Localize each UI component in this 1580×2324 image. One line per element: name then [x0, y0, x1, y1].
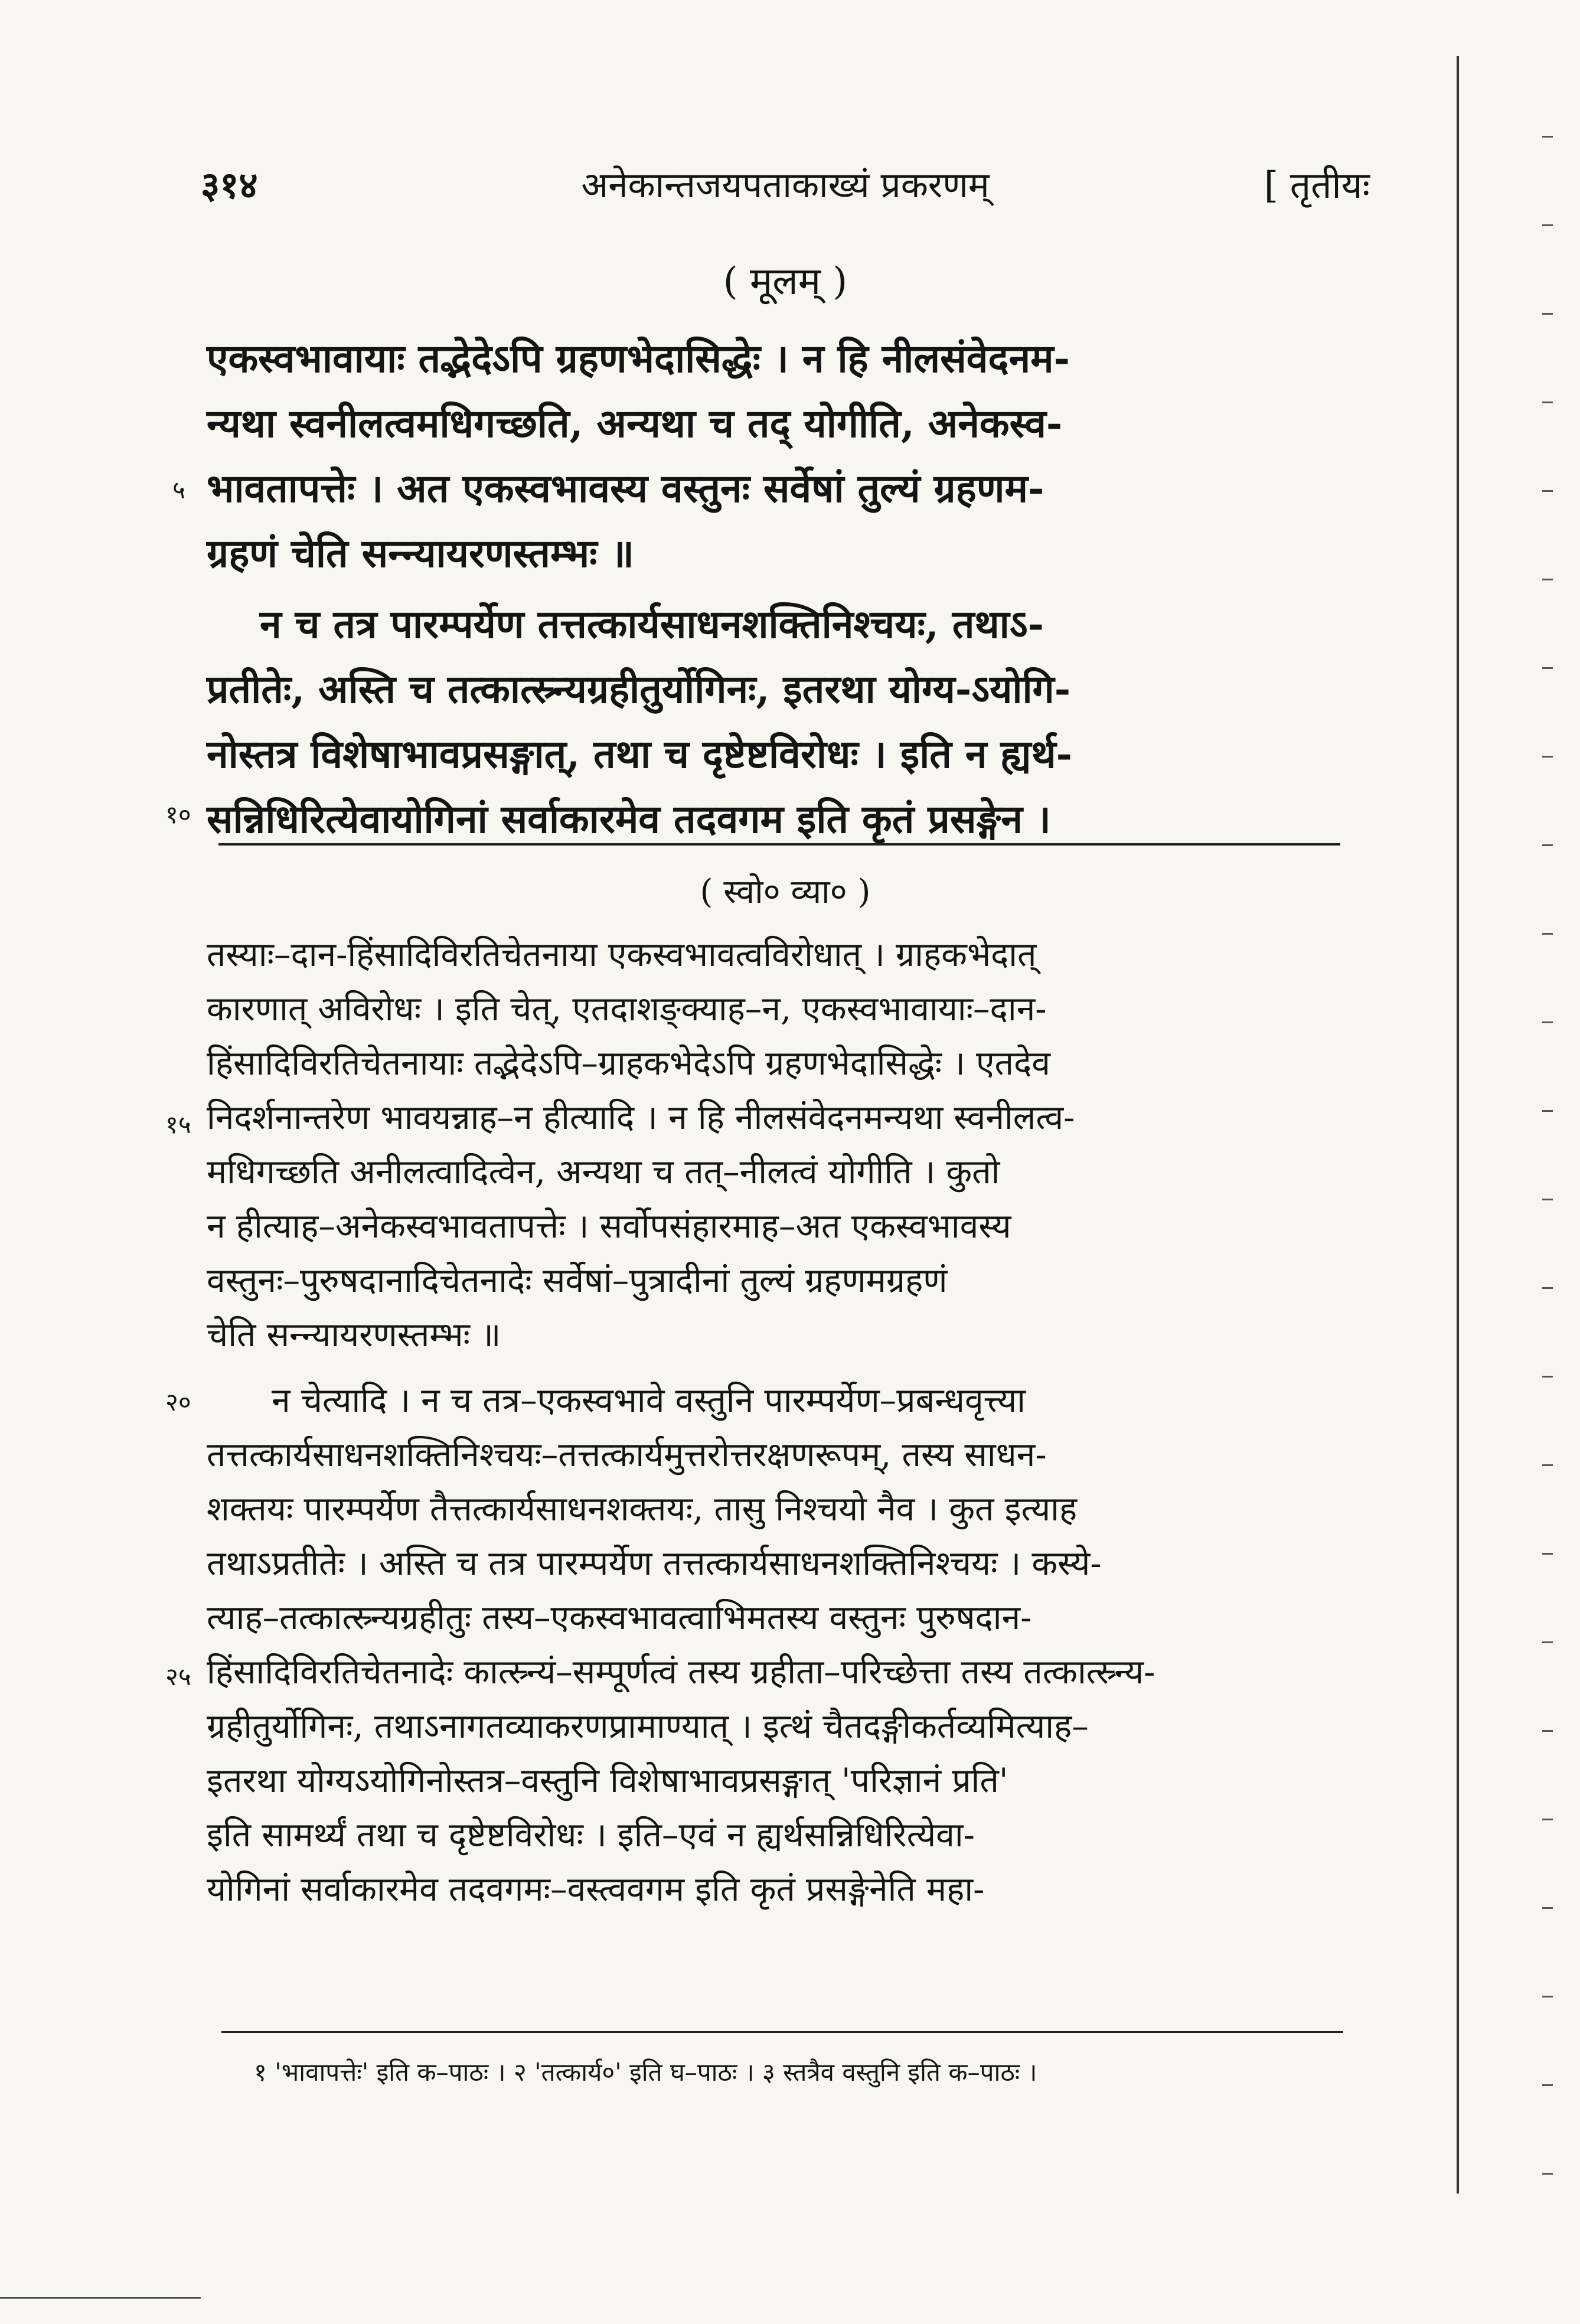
text-line: त्याह–तत्कात्स्र्न्यग्रहीतुः तस्य–एकस्वभावत्वाभिमतस्य वस्तुनः पुरुषदान- — [207, 1598, 1032, 1637]
text-line: योगिनां सर्वाकारमेव तदवगमः–वस्त्ववगम इति कृतं प्रसङ्गेनेति महा- — [207, 1870, 985, 1909]
page-edge-line — [1457, 56, 1459, 2194]
text-line: चेति सन्न्यायरणस्तम्भः ॥ — [207, 1316, 501, 1354]
page-header — [201, 159, 1370, 224]
line-number: २५ — [165, 1662, 191, 1691]
text-line: नोस्तत्र विशेषाभावप्रसङ्गात्, तथा च दृष्टेष्टविरोधः । इति न ह्यर्थ- — [207, 731, 1073, 777]
line-number: ५ — [172, 475, 185, 504]
text-line: न च तत्र पारम्पर्येण तत्तत्कार्यसाधनशक्तिनिश्चयः, तथाऽ- — [260, 601, 1044, 647]
footnote-divider — [221, 2031, 1343, 2033]
text-line: भावतापत्तेः । अत एकस्वभावस्य वस्तुनः सर्वेषां तुल्यं ग्रहणम- — [207, 465, 1044, 511]
text-line: हिंसादिविरतिचेतनायाः तद्भेदेऽपि–ग्राहकभेदेऽपि ग्रहणभेदासिद्धेः । एतदेव — [207, 1044, 1050, 1083]
text-line: सन्निधिरित्येवायोगिनां सर्वाकारमेव तदवगम इति कृतं प्रसङ्गेन । — [207, 796, 1051, 842]
text-line: कारणात् अविरोधः । इति चेत्, एतदाशङ्क्याह–न, एकस्वभावायाः–दान- — [207, 990, 1047, 1029]
mula-heading: ( मूलम् ) — [723, 260, 848, 303]
text-line: वस्तुनः–पुरुषदानादिचेतनादेः सर्वेषां–पुत्रादीनां तुल्यं ग्रहणमग्रहणं — [207, 1261, 948, 1300]
text-line: तस्याः–दान-हिंसादिविरतिचेतनाया एकस्वभावत्वविरोधात् । ग्राहकभेदात् — [207, 935, 1037, 974]
page-number: ३१४ — [201, 164, 258, 207]
text-line: शक्तयः पारम्पर्येण तैत्तत्कार्यसाधनशक्तयः, तासु निश्चयो नैव । कुत इत्याह — [207, 1490, 1078, 1529]
footnote: १ 'भावापत्तेः' इति क–पाठः । २ 'तत्कार्य०' इति घ–पाठः । ३ स्तत्रैव वस्तुनि इति क–पाठः । — [254, 2058, 1037, 2087]
vyakhya-text — [207, 930, 1364, 2052]
text-line: न चेत्यादि । न च तत्र–एकस्वभावे वस्तुनि पारम्पर्येण–प्रबन्धवृत्त्या — [272, 1381, 1026, 1420]
text-line: एकस्वभावायाः तद्भेदेऽपि ग्रहणभेदासिद्धेः । न हि नीलसंवेदनम- — [207, 335, 1070, 381]
line-number: २० — [165, 1388, 191, 1416]
mula-text — [207, 331, 1364, 862]
bottom-edge-mark — [0, 2297, 201, 2299]
running-title: अनेकान्तजयपताकाख्यं प्रकरणम् — [581, 165, 990, 206]
text-line: ग्रहीतुर्योगिनः, तथाऽनागतव्याकरणप्रामाण्यात् । इत्थं चैतदङ्गीकर्तव्यमित्याह– — [207, 1707, 1089, 1746]
text-line: निदर्शनान्तरेण भावयन्नाह–न हीत्यादि । न हि नीलसंवेदनमन्यथा स्वनीलत्व- — [207, 1098, 1075, 1137]
section-label: [ तृतीयः — [1264, 164, 1370, 207]
text-line: तथाऽप्रतीतेः । अस्ति च तत्र पारम्पर्येण तत्तत्कार्यसाधनशक्तिनिश्चयः । कस्ये- — [207, 1544, 1102, 1583]
text-line: न हीत्याह–अनेकस्वभावतापत्तेः । सर्वोपसंहारमाह–अत एकस्वभावस्य — [207, 1207, 1011, 1246]
text-line: तत्तत्कार्यसाधनशक्तिनिश्चयः–तत्तत्कार्यमुत्तरोत्तरक्षणरूपम्, तस्य साधन- — [207, 1435, 1047, 1474]
text-line: मधिगच्छति अनीलत्वादित्वेन, अन्यथा च तत्–नीलत्वं योगीति । कुतो — [207, 1153, 1000, 1192]
text-line: प्रतीतेः, अस्ति च तत्कात्स्र्न्यग्रहीतुर्योगिनः, इतरथा योग्य-ऽयोगि- — [207, 666, 1071, 712]
section-divider — [218, 843, 1340, 846]
text-line: ग्रहणं चेति सन्न्यायरणस्तम्भः ॥ — [207, 530, 634, 576]
line-number: १५ — [165, 1110, 191, 1139]
text-line: इति सामर्थ्यं तथा च दृष्टेष्टविरोधः । इति–एवं न ह्यर्थसन्निधिरित्येवा- — [207, 1816, 975, 1855]
text-line: हिंसादिविरतिचेतनादेः कात्स्र्न्यं–सम्पूर्णत्वं तस्य ग्रहीता–परिच्छेत्ता तस्य तत्कात्स्र्न्य- — [207, 1653, 1155, 1692]
text-line: इतरथा योग्यऽयोगिनोस्तत्र–वस्तुनि विशेषाभावप्रसङ्गात् 'परिज्ञानं प्रति' — [207, 1761, 1008, 1800]
line-number: १० — [165, 800, 191, 829]
text-line: न्यथा स्वनीलत्वमधिगच्छति, अन्यथा च तद् योगीति, अनेकस्व- — [207, 400, 1063, 446]
vyakhya-heading: ( स्वो० व्या० ) — [700, 873, 871, 911]
